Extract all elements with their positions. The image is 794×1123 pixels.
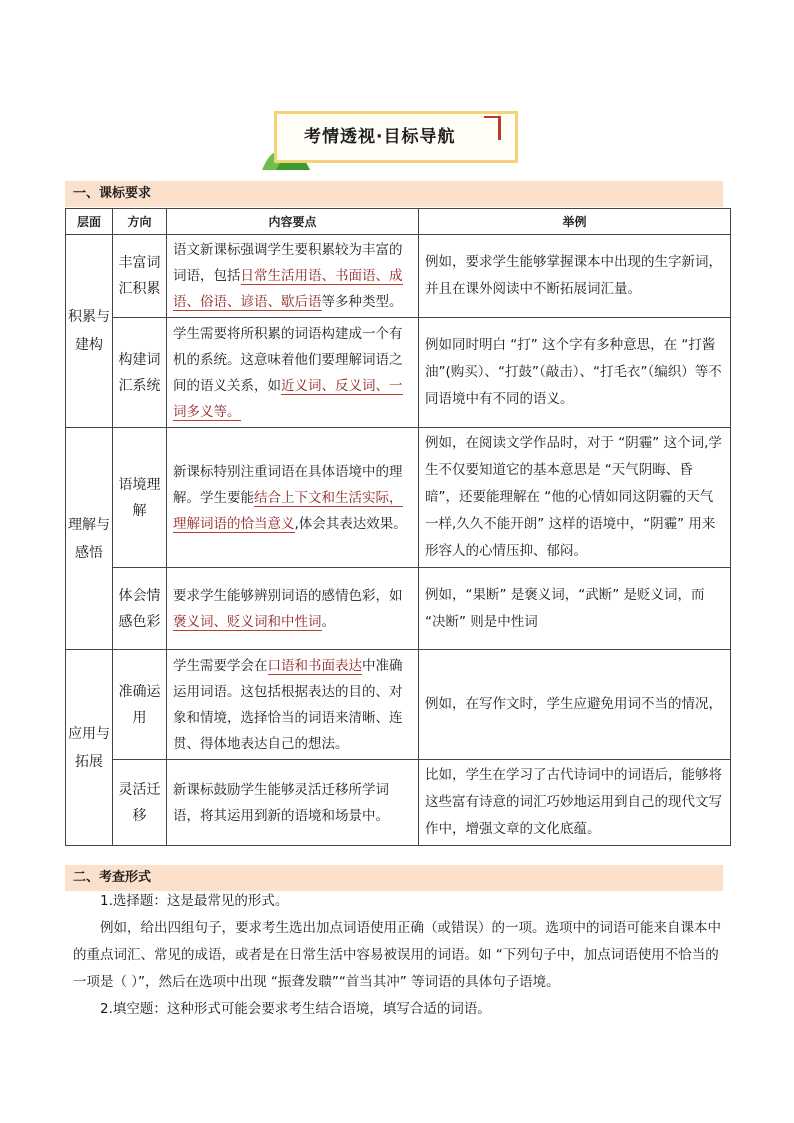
- content-cell: 新课标鼓励学生能够灵活迁移所学词语，将其运用到新的语境和场景中。: [167, 760, 419, 846]
- example-cell: 比如，学生在学习了古代诗词中的词语后，能够将这些富有诗意的词汇巧妙地运用到自己的现代文写作中，增强文章的文化底蕴。: [419, 760, 731, 846]
- highlight-text: 近义词、反义词、一词多义等。: [173, 377, 403, 420]
- example-cell: 例如，要求学生能够掌握课本中出现的生字新词，并且在课外阅读中不断拓展词汇量。: [419, 235, 731, 318]
- layer-cell: 理解与感悟: [66, 428, 113, 650]
- example-cell: 例如，“果断” 是褒义词，“武断” 是贬义词，而 “决断” 则是中性词: [419, 568, 731, 650]
- table-header-row: [66, 209, 731, 235]
- direction-cell: 体会情感色彩: [113, 568, 167, 650]
- example-cell: 例如，在写作文时，学生应避免用词不当的情况，: [419, 650, 731, 760]
- table-row: [66, 650, 731, 760]
- highlight-text: 日常生活用语、书面语、成语、俗语、谚语、歇后语: [173, 268, 403, 310]
- content-cell: 学生需要将所积累的词语构建成一个有机的系统。这意味着他们要理解词语之间的语义关系，如近义词、反义词、一词多义等。: [167, 318, 419, 428]
- direction-cell: 灵活迁移: [113, 760, 167, 846]
- body-paragraph: 2.填空题：这种形式可能会要求考生结合语境，填写合适的词语。: [100, 1001, 491, 1017]
- content-cell: 语文新课标强调学生要积累较为丰富的词语，包括日常生活用语、书面语、成语、俗语、谚语、歇后语等多种类型。: [167, 235, 419, 318]
- table-row: [66, 760, 731, 846]
- example-cell: 例如，在阅读文学作品时，对于 “阴霾” 这个词,学生不仅要知道它的基本意思是 “天气阴晦、昏暗”，还要能理解在 “他的心情如同这阴霾的天气一样,久久不能开朗” 这样的语境中，“阴霾” 用来形容人的心情压抑、郁闷。: [419, 428, 731, 568]
- highlight-text: 褒义词、贬义词和中性词: [173, 613, 322, 630]
- body-paragraph: 例如，给出四组句子，要求考生选出加点词语使用正确（或错误）的一项。选项中的词语可能来自课本中的重点词汇、常见的成语，或者是在日常生活中容易被误用的词语。如 “下列句子中，加点词语使用不恰当的一项是（ ）”，然后在选项中出现 “振聋发聩”“首当其冲” 等词语的具体句子语境。: [73, 920, 721, 990]
- layer-cell: 积累与建构: [66, 235, 113, 428]
- content-cell: 学生需要学会在口语和书面表达中准确运用词语。这包括根据表达的目的、对象和情境，选择恰当的词语来清晰、连贯、得体地表达自己的想法。: [167, 650, 419, 760]
- table-row: [66, 568, 731, 650]
- direction-cell: 丰富词汇积累: [113, 235, 167, 318]
- section-heading: 一、课标要求: [65, 181, 723, 207]
- requirements-table: [65, 208, 731, 846]
- section-heading: 二、考查形式: [65, 865, 723, 891]
- table-row: [66, 318, 731, 428]
- example-cell: 例如同时明白 “打” 这个字有多种意思，在 “打酱油”(购买）、“打鼓”（敲击）、“打毛衣”（编织）等不同语境中有不同的语义。: [419, 318, 731, 428]
- highlight-text: 口语和书面表达: [267, 657, 362, 674]
- content-cell: 新课标特别注重词语在具体语境中的理解。学生要能结合上下文和生活实际，理解词语的恰当意义,体会其表达效果。: [167, 428, 419, 568]
- direction-cell: 准确运用: [113, 650, 167, 760]
- table-row: [66, 428, 731, 568]
- header-example: 举例: [419, 209, 731, 235]
- banner-accent-line: [484, 116, 498, 118]
- direction-cell: 构建词汇系统: [113, 318, 167, 428]
- highlight-text: 结合上下文和生活实际，理解词语的恰当意义: [173, 489, 403, 532]
- header-banner: [262, 108, 524, 168]
- body-paragraph: 1.选择题：这是最常见的形式。: [100, 893, 289, 909]
- header-direction: 方向: [113, 209, 167, 235]
- banner-accent-line: [498, 116, 501, 140]
- header-layer: 层面: [66, 209, 113, 235]
- layer-cell: 应用与拓展: [66, 650, 113, 846]
- banner-title: 考情透视·目标导航: [304, 127, 456, 147]
- header-content: 内容要点: [167, 209, 419, 235]
- content-cell: 要求学生能够辨别词语的感情色彩，如褒义词、贬义词和中性词。: [167, 568, 419, 650]
- direction-cell: 语境理解: [113, 428, 167, 568]
- table-row: [66, 235, 731, 318]
